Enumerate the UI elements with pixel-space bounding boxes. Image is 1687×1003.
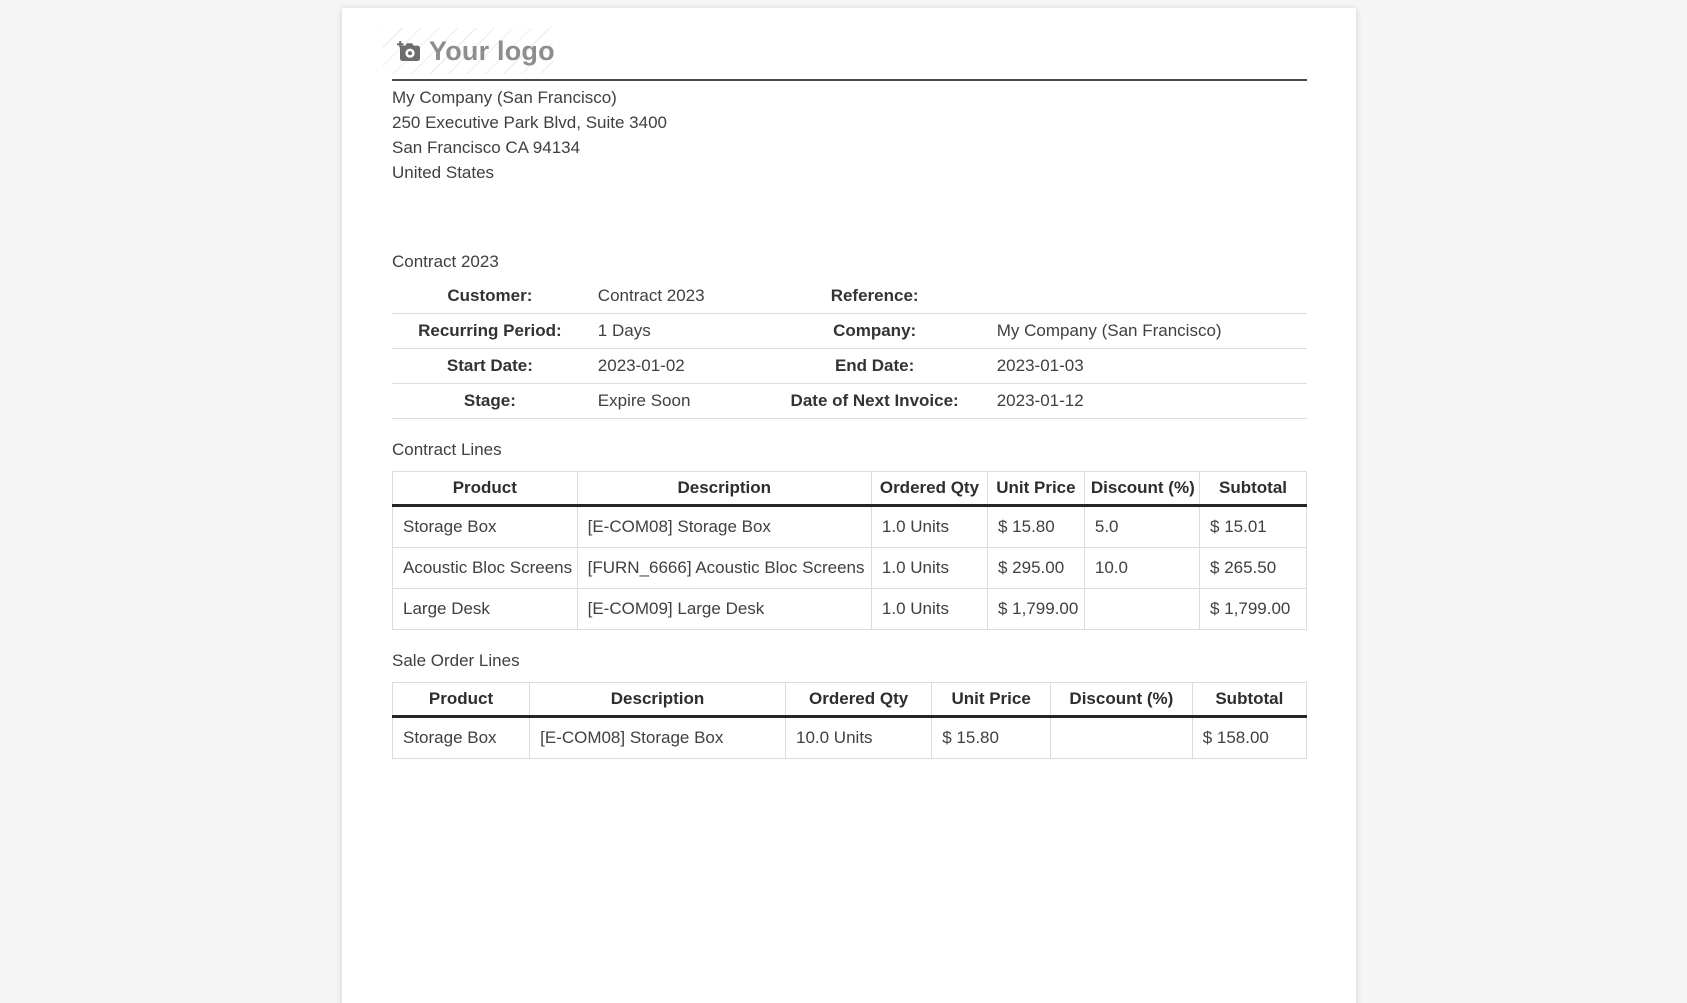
- info-value: My Company (San Francisco): [987, 314, 1307, 349]
- table-row: [393, 506, 1307, 548]
- cell: 5.0: [1084, 506, 1199, 548]
- cell: $ 295.00: [987, 548, 1084, 589]
- cell: $ 15.80: [932, 717, 1051, 759]
- company-name: My Company (San Francisco): [392, 88, 617, 107]
- camera-plus-icon: [396, 41, 420, 63]
- info-row: [392, 349, 1307, 384]
- cell: [E-COM08] Storage Box: [577, 506, 871, 548]
- column-header: Unit Price: [932, 683, 1051, 717]
- report-page: [342, 8, 1356, 1003]
- info-row: [392, 279, 1307, 314]
- info-label: Customer:: [392, 279, 588, 314]
- info-row: [392, 384, 1307, 419]
- info-value: 1 Days: [588, 314, 763, 349]
- table-row: [393, 589, 1307, 630]
- company-address-block: [392, 85, 1307, 185]
- info-label: End Date:: [763, 349, 987, 384]
- cell: 10.0: [1084, 548, 1199, 589]
- table-row: [393, 548, 1307, 589]
- column-header: Discount (%): [1084, 472, 1199, 506]
- cell: 1.0 Units: [871, 589, 987, 630]
- info-value: 2023-01-02: [588, 349, 763, 384]
- sale-order-lines-label: Sale Order Lines: [392, 651, 520, 670]
- info-label: Date of Next Invoice:: [763, 384, 987, 419]
- cell: [E-COM09] Large Desk: [577, 589, 871, 630]
- column-header: Product: [393, 472, 578, 506]
- info-label: Recurring Period:: [392, 314, 588, 349]
- sale-order-lines-table: [392, 682, 1307, 759]
- column-header: Subtotal: [1192, 683, 1306, 717]
- header-row: [393, 683, 1307, 717]
- column-header: Ordered Qty: [871, 472, 987, 506]
- column-header: Unit Price: [987, 472, 1084, 506]
- contract-lines-table: [392, 471, 1307, 630]
- cell: $ 15.01: [1200, 506, 1307, 548]
- cell: Large Desk: [393, 589, 578, 630]
- column-header: Product: [393, 683, 530, 717]
- cell: Storage Box: [393, 717, 530, 759]
- cell: $ 158.00: [1192, 717, 1306, 759]
- company-country: United States: [392, 163, 495, 182]
- info-value: 2023-01-12: [987, 384, 1307, 419]
- cell: $ 1,799.00: [987, 589, 1084, 630]
- cell: [E-COM08] Storage Box: [530, 717, 786, 759]
- column-header: Description: [530, 683, 786, 717]
- company-city-line: San Francisco CA 94134: [392, 138, 581, 157]
- info-label: Start Date:: [392, 349, 588, 384]
- info-label: Stage:: [392, 384, 588, 419]
- info-row: [392, 314, 1307, 349]
- column-header: Discount (%): [1051, 683, 1193, 717]
- header-divider: [392, 79, 1307, 81]
- info-label: Company:: [763, 314, 987, 349]
- contract-lines-label: Contract Lines: [392, 440, 502, 459]
- column-header: Description: [577, 472, 871, 506]
- cell: [1084, 589, 1199, 630]
- info-value: 2023-01-03: [987, 349, 1307, 384]
- info-label: Reference:: [763, 279, 987, 314]
- company-street: 250 Executive Park Blvd, Suite 3400: [392, 113, 667, 132]
- cell: [1051, 717, 1193, 759]
- contract-info-table: [392, 279, 1307, 419]
- info-value: Expire Soon: [588, 384, 763, 419]
- cell: [FURN_6666] Acoustic Bloc Screens: [577, 548, 871, 589]
- cell: 1.0 Units: [871, 548, 987, 589]
- cell: 10.0 Units: [786, 717, 932, 759]
- cell: $ 15.80: [987, 506, 1084, 548]
- info-value: Contract 2023: [588, 279, 763, 314]
- company-logo-placeholder: [383, 28, 553, 74]
- cell: Acoustic Bloc Screens: [393, 548, 578, 589]
- contract-title: Contract 2023: [392, 252, 499, 271]
- info-value: [987, 279, 1307, 314]
- cell: $ 265.50: [1200, 548, 1307, 589]
- header-row: [393, 472, 1307, 506]
- logo-placeholder-text: Your logo: [429, 35, 555, 66]
- cell: 1.0 Units: [871, 506, 987, 548]
- column-header: Subtotal: [1200, 472, 1307, 506]
- cell: Storage Box: [393, 506, 578, 548]
- table-row: [393, 717, 1307, 759]
- cell: $ 1,799.00: [1200, 589, 1307, 630]
- column-header: Ordered Qty: [786, 683, 932, 717]
